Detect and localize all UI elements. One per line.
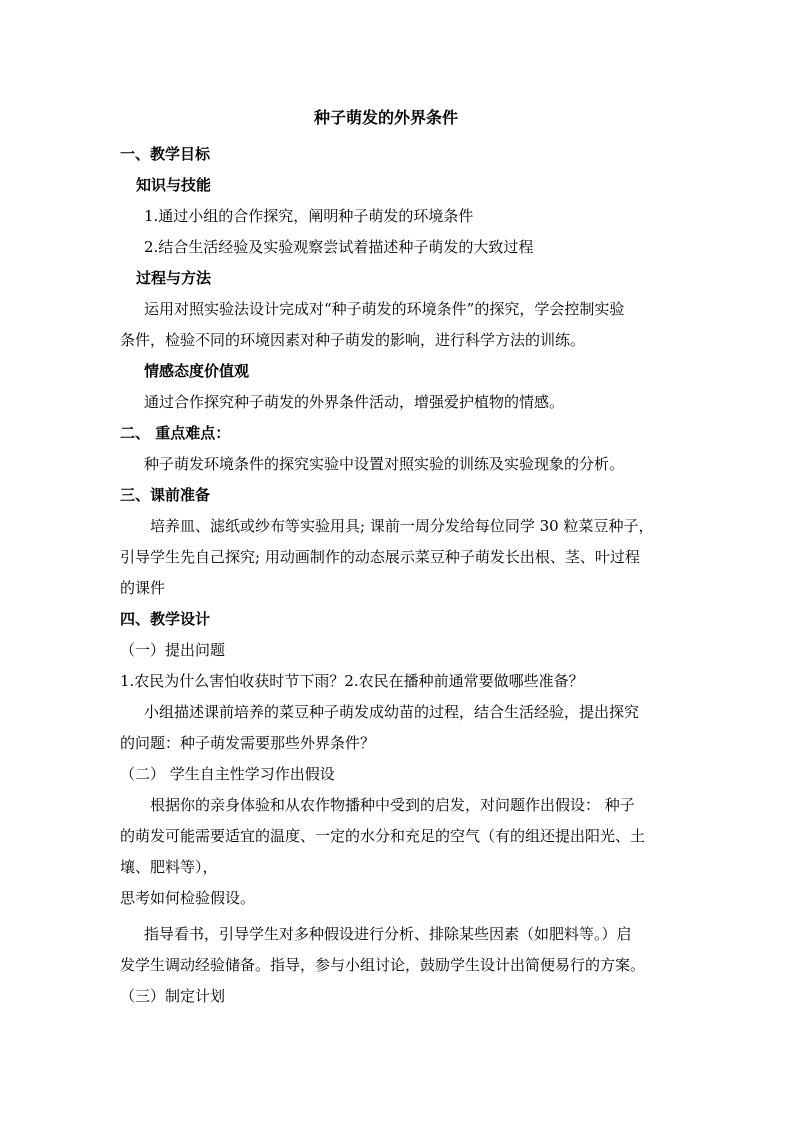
preparation-line-1: 培养皿、滤纸或纱布等实验用具; 课前一周分发给每位同学 30 粒菜豆种子， — [150, 517, 654, 535]
part1-heading: （一）提出问题 — [120, 641, 226, 659]
part3-heading: （三）制定计划 — [120, 987, 226, 1005]
part2-line-5: 指导看书，引导学生对多种假设进行分析、排除某些因素（如肥料等。）启 — [144, 925, 632, 943]
subheading-emotion: 情感态度价值观 — [144, 362, 250, 380]
subheading-knowledge: 知识与技能 — [136, 176, 212, 194]
keypoints-paragraph: 种子萌发环境条件的探究实验中设置对照实验的训练及实验现象的分析。 — [144, 455, 625, 473]
part2-line-2: 的萌发可能需要适宜的温度、一定的水分和充足的空气（有的组还提出阳光、土 — [120, 827, 646, 845]
part1-paragraph-line-2: 的问题：种子萌发需要那些外界条件？ — [120, 734, 376, 752]
preparation-line-2: 引导学生先自己探究; 用动画制作的动态展示菜豆种子萌发长出根、茎、叶过程 — [120, 548, 640, 566]
section-heading-design: 四、教学设计 — [120, 610, 211, 628]
section-heading-keypoints: 二、 重点难点： — [120, 424, 231, 442]
part2-heading: （二） 学生自主性学习作出假设 — [120, 765, 335, 783]
document-title: 种子萌发的外界条件 — [314, 108, 459, 127]
preparation-line-3: 的课件 — [120, 579, 166, 597]
section-heading-goals: 一、教学目标 — [120, 145, 211, 163]
process-paragraph-line-2: 条件，检验不同的环境因素对种子萌发的影响，进行科学方法的训练。 — [120, 331, 586, 349]
subheading-process: 过程与方法 — [136, 269, 212, 287]
process-paragraph-line-1: 运用对照实验法设计完成对“种子萌发的环境条件”的探究，学会控制实验 — [144, 300, 625, 318]
knowledge-item-2: 2.结合生活经验及实验观察尝试着描述种子萌发的大致过程 — [144, 238, 534, 256]
section-heading-preparation: 三、课前准备 — [120, 486, 211, 504]
part2-line-1: 根据你的亲身体验和从农作物播种中受到的启发，对问题作出假设： 种子 — [150, 796, 635, 814]
part2-line-4: 思考如何检验假设。 — [120, 889, 256, 907]
emotion-paragraph: 通过合作探究种子萌发的外界条件活动，增强爱护植物的情感。 — [144, 393, 565, 411]
part2-line-3: 壤、肥料等）， — [120, 858, 218, 876]
part1-paragraph-line-1: 小组描述课前培养的菜豆种子萌发成幼苗的过程，结合生活经验，提出探究 — [144, 703, 640, 721]
knowledge-item-1: 1.通过小组的合作探究，阐明种子萌发的环境条件 — [144, 207, 474, 225]
part2-line-6: 发学生调动经验储备。指导，参与小组讨论，鼓励学生设计出简便易行的方案。 — [120, 956, 646, 974]
part1-questions: 1.农民为什么害怕收获时节下雨？2.农民在播种前通常要做哪些准备？ — [120, 672, 584, 690]
